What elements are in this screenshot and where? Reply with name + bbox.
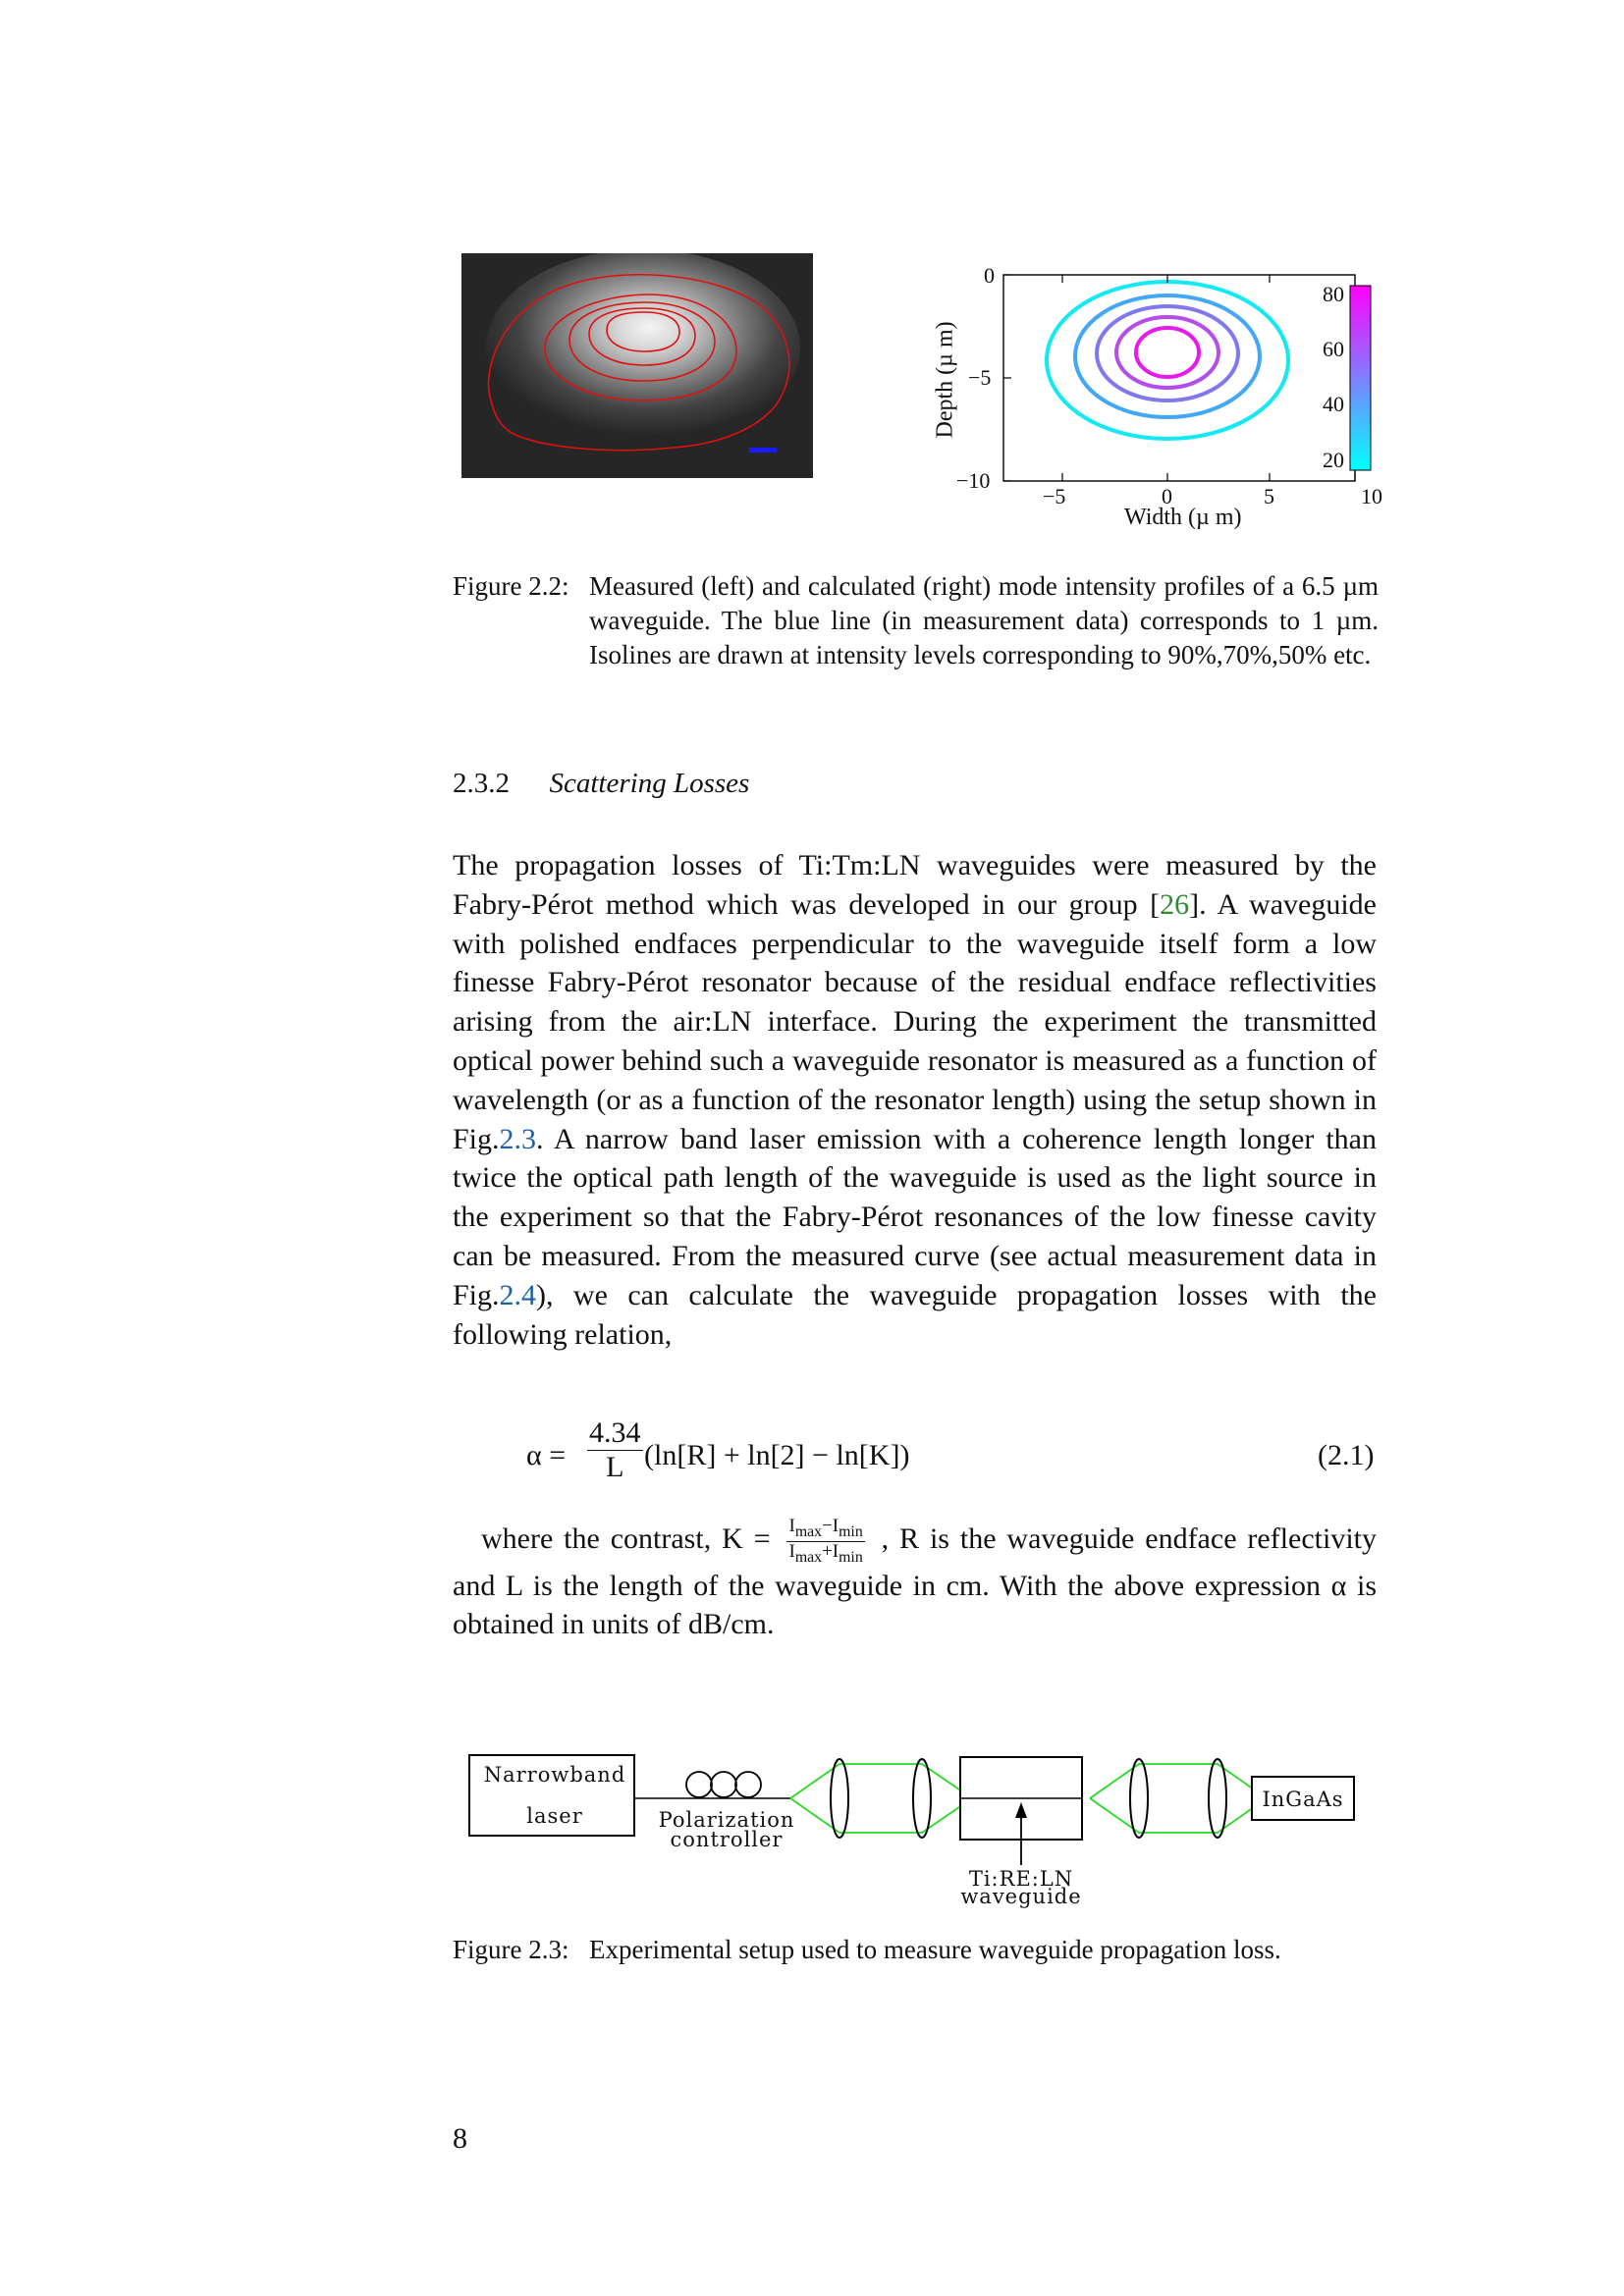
x-axis-label: Width (µ m) <box>1124 505 1242 530</box>
body-text: ]. A waveguide with polished endfaces perpendicular to the waveguide itself form a low finesse Fabry-Pérot resonator because of the residual endface reflectivities arising from the air:LN interface. During the experiment the transmitted optical power behind such a waveguide resonator is measured as a function of wavelength (or as a function of the resonator length) using the setup shown in Fig. <box>453 887 1377 1155</box>
x-tick-label: 5 <box>1264 484 1274 508</box>
measured-mode-image <box>461 253 813 478</box>
lens <box>1209 1759 1226 1838</box>
body-text: ), we can calculate the waveguide propagation losses with the following relation, <box>453 1278 1377 1351</box>
x-tick-label: 10 <box>1361 484 1382 508</box>
x-tick-label: −5 <box>1043 484 1066 508</box>
page-number: 8 <box>453 2122 467 2155</box>
colorbar-tick-label: 20 <box>1323 448 1344 472</box>
polarization-controller-label: Polarization <box>658 1808 795 1832</box>
body-paragraph <box>453 846 1377 1354</box>
laser-label: Narrowband <box>483 1763 626 1787</box>
waveguide-label: Ti:RE:LN <box>968 1867 1074 1891</box>
section-title: Scattering Losses <box>549 768 750 799</box>
polarization-controller-label: controller <box>670 1828 784 1851</box>
post-equation-paragraph <box>453 1517 1377 1644</box>
x-tick-label: 0 <box>1162 484 1172 508</box>
body-text: The propagation losses of Ti:Tm:LN waveguides were measured by the Fabry-Pérot method which was developed in our group [ <box>453 849 1377 921</box>
equation-rhs: (ln[R] + ln[2] − ln[K]) <box>644 1439 910 1471</box>
fiber-loop <box>735 1772 761 1797</box>
setup-diagram <box>461 1747 1365 1914</box>
scale-bar <box>749 448 777 453</box>
figure-reference-link[interactable]: 2.3 <box>499 1122 537 1155</box>
figure-reference-link[interactable]: 2.4 <box>499 1278 537 1311</box>
y-tick-label: 0 <box>984 263 995 288</box>
laser-label: laser <box>526 1804 583 1828</box>
colorbar <box>1350 286 1371 470</box>
colorbar-tick-label: 80 <box>1323 282 1344 306</box>
equation-fraction <box>587 1416 643 1484</box>
citation-link[interactable]: 26 <box>1160 887 1190 921</box>
fiber-loop <box>711 1772 736 1797</box>
y-tick-label: −10 <box>956 468 991 493</box>
equation-denominator: L <box>606 1451 624 1483</box>
contour-plot-chart <box>913 255 1394 540</box>
section-number: 2.3.2 <box>453 768 510 799</box>
equation-lhs: α = <box>526 1439 567 1471</box>
equation-2-1 <box>526 1416 1380 1495</box>
caption-text: Measured (left) and calculated (right) mode intensity profiles of a 6.5 µm waveguide. The blue line (in measurement data) corresponds to 1 µm. Isolines are drawn at intensity levels corresponding to 90%,70%,50% etc. <box>589 571 1379 669</box>
equation-number: (2.1) <box>1318 1439 1375 1471</box>
caption-label: Figure 2.2: <box>453 571 569 601</box>
caption-label: Figure 2.3: <box>453 1935 569 1964</box>
caption-text: Experimental setup used to measure waveguide propagation loss. <box>589 1935 1281 1964</box>
contrast-fraction: $\frac{I_{max}-I_{min}}{I_{max}+I_{min}}$ <box>788 1516 863 1566</box>
colorbar-tick-label: 40 <box>1323 392 1344 416</box>
y-axis-label: Depth (µ m) <box>932 321 958 439</box>
lens <box>831 1759 848 1838</box>
lens <box>1130 1759 1148 1838</box>
figure-2-3-caption <box>453 1933 1380 2011</box>
y-tick-label: −5 <box>968 365 992 390</box>
lens <box>913 1759 931 1838</box>
equation-numerator: 4.34 <box>589 1416 641 1449</box>
fiber-loop <box>686 1772 712 1797</box>
body-text: where the contrast, K = <box>481 1522 771 1556</box>
colorbar-tick-label: 60 <box>1323 337 1344 361</box>
figure-2-2-caption <box>453 569 1380 707</box>
body-text: , R is the waveguide endface reflectivity and L is the length of the waveguide in cm. With the above expression α is obtained in units of dB/cm. <box>453 1522 1378 1641</box>
body-text: . A narrow band laser emission with a coherence length longer than twice the optical path length of the waveguide is used as the light source in the experiment so that the Fabry-Pérot resonances of the low finesse cavity can be measured. From the measured curve (see actual measurement data in Fig. <box>453 1122 1377 1311</box>
section-heading <box>453 768 749 800</box>
waveguide-label: waveguide <box>960 1885 1082 1908</box>
detector-label: InGaAs <box>1262 1788 1344 1811</box>
